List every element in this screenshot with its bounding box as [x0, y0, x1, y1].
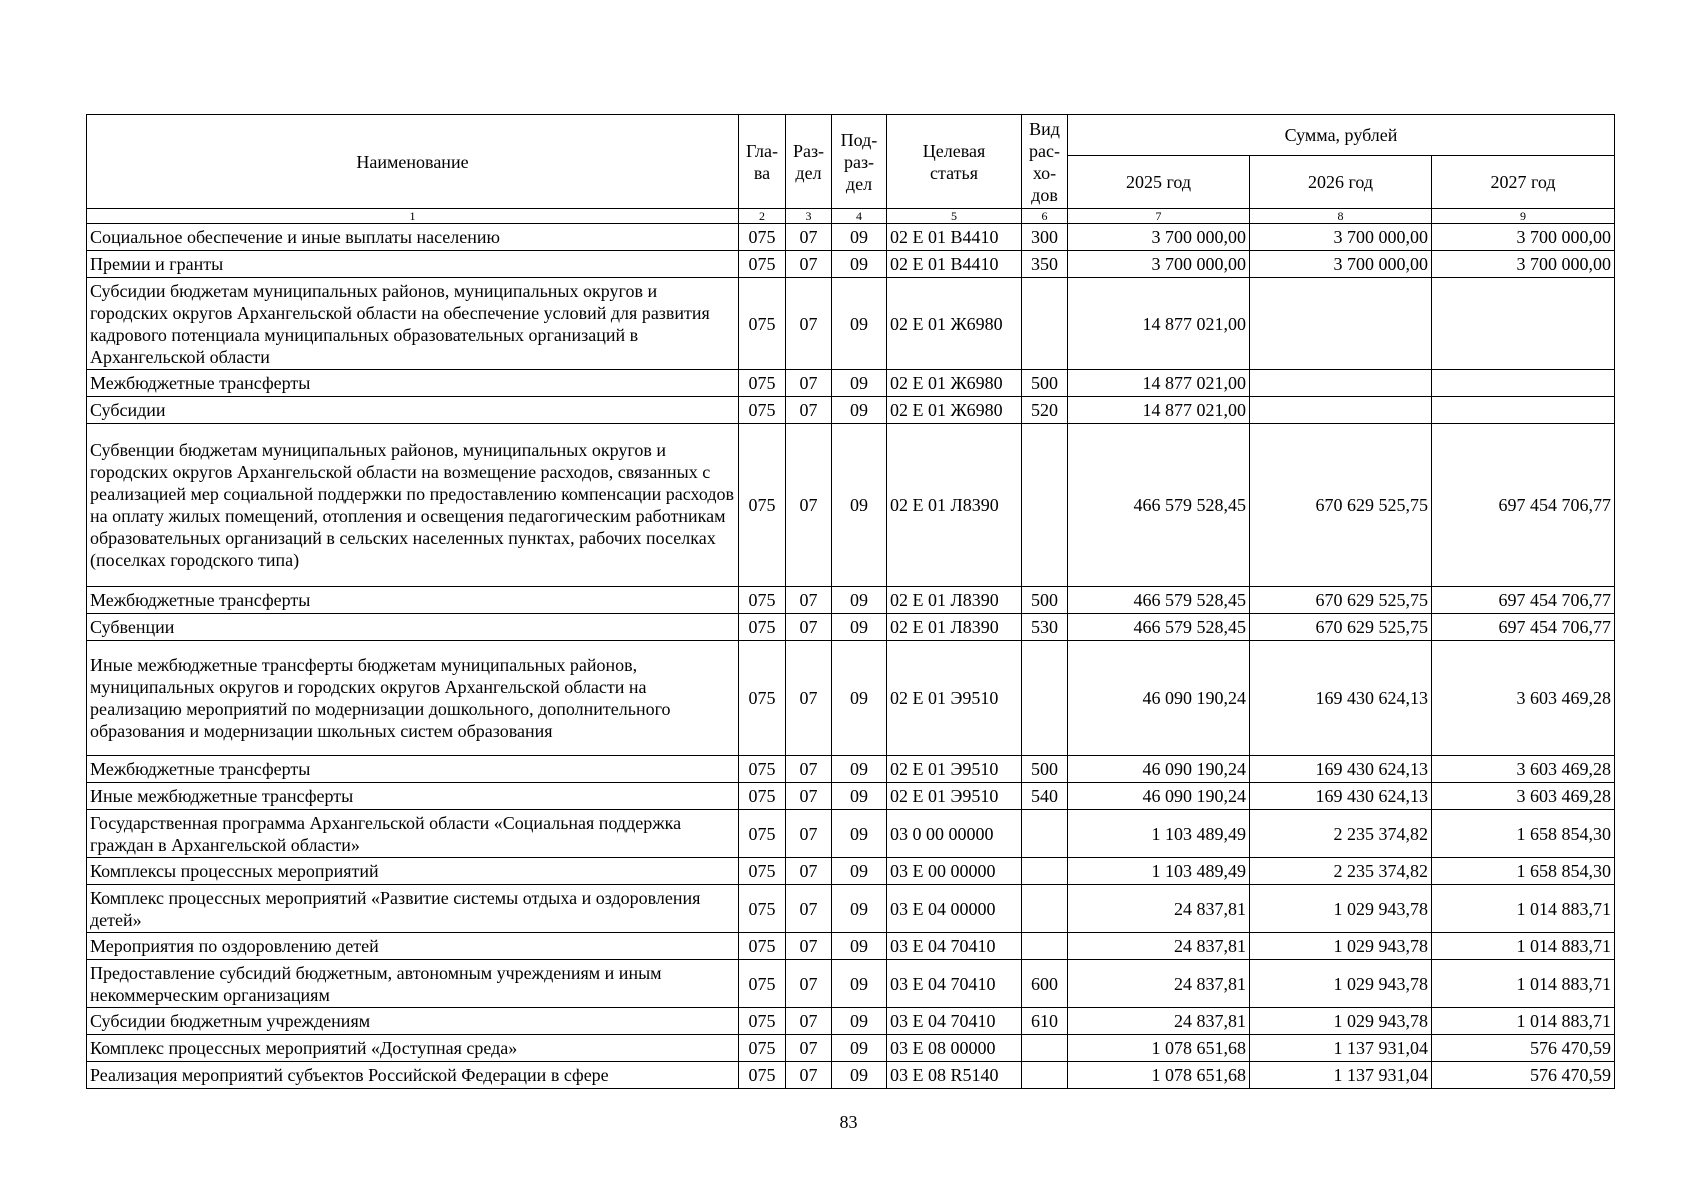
- row-amount-2027: 1 014 883,71: [1432, 960, 1615, 1008]
- table-body: [87, 224, 1615, 1089]
- page-number: 83: [839, 1112, 858, 1132]
- row-podrazdel: 09: [832, 810, 887, 858]
- row-article: 02 Е 01 В4410: [887, 224, 1022, 251]
- row-razdel: 07: [786, 783, 832, 810]
- row-podrazdel: 09: [832, 1035, 887, 1062]
- row-name: Иные межбюджетные трансферты: [87, 783, 739, 810]
- row-razdel: 07: [786, 756, 832, 783]
- row-podrazdel: 09: [832, 224, 887, 251]
- header-name: Наименование: [87, 115, 739, 209]
- row-amount-2026: 3 700 000,00: [1250, 251, 1432, 278]
- header-article: Целевая статья: [887, 115, 1022, 209]
- row-razdel: 07: [786, 641, 832, 756]
- table-row: [87, 397, 1615, 424]
- row-amount-2027: 3 603 469,28: [1432, 783, 1615, 810]
- row-name: Субсидии бюджетам муниципальных районов, муниципальных округов и городских округов Архангельской области на обеспечение условий для развития кадрового потенциала муниципальных образовательных организаций в Архангельской области: [87, 278, 739, 370]
- row-podrazdel: 09: [832, 587, 887, 614]
- row-amount-2025: 1 078 651,68: [1068, 1035, 1250, 1062]
- row-name: Мероприятия по оздоровлению детей: [87, 933, 739, 960]
- row-amount-2026: 670 629 525,75: [1250, 424, 1432, 587]
- row-amount-2025: 24 837,81: [1068, 885, 1250, 933]
- row-glava: 075: [739, 933, 786, 960]
- row-name: Субсидии: [87, 397, 739, 424]
- row-amount-2025: 1 103 489,49: [1068, 810, 1250, 858]
- row-amount-2025: 466 579 528,45: [1068, 614, 1250, 641]
- row-name: Иные межбюджетные трансферты бюджетам муниципальных районов, муниципальных округов и городских округов Архангельской области на реализацию мероприятий по модернизации дошкольного, дополнительного образования и модернизации школьных систем образования: [87, 641, 739, 756]
- row-vid: [1022, 933, 1068, 960]
- row-vid: [1022, 1035, 1068, 1062]
- row-amount-2026: 2 235 374,82: [1250, 858, 1432, 885]
- column-number: 9: [1432, 209, 1615, 224]
- row-razdel: 07: [786, 960, 832, 1008]
- row-name: Субвенции: [87, 614, 739, 641]
- row-podrazdel: 09: [832, 370, 887, 397]
- row-amount-2025: 24 837,81: [1068, 1008, 1250, 1035]
- row-name: Государственная программа Архангельской области «Социальная поддержка граждан в Архангельской области»: [87, 810, 739, 858]
- row-amount-2027: 1 658 854,30: [1432, 858, 1615, 885]
- row-amount-2025: 14 877 021,00: [1068, 278, 1250, 370]
- row-podrazdel: 09: [832, 858, 887, 885]
- row-amount-2027: 697 454 706,77: [1432, 587, 1615, 614]
- row-amount-2025: 46 090 190,24: [1068, 756, 1250, 783]
- budget-table: [86, 114, 1615, 1089]
- table-row: [87, 614, 1615, 641]
- budget-sheet: [86, 114, 1614, 1089]
- row-vid: [1022, 278, 1068, 370]
- row-vid: 610: [1022, 1008, 1068, 1035]
- row-amount-2027: 3 603 469,28: [1432, 756, 1615, 783]
- row-glava: 075: [739, 885, 786, 933]
- table-row: [87, 756, 1615, 783]
- row-glava: 075: [739, 858, 786, 885]
- row-podrazdel: 09: [832, 1062, 887, 1089]
- column-number: 3: [786, 209, 832, 224]
- row-vid: [1022, 424, 1068, 587]
- column-number: 4: [832, 209, 887, 224]
- row-name: Межбюджетные трансферты: [87, 370, 739, 397]
- row-amount-2026: 670 629 525,75: [1250, 587, 1432, 614]
- table-row: [87, 251, 1615, 278]
- row-amount-2026: 169 430 624,13: [1250, 756, 1432, 783]
- row-amount-2025: 466 579 528,45: [1068, 587, 1250, 614]
- row-amount-2025: 24 837,81: [1068, 960, 1250, 1008]
- row-name: Премии и гранты: [87, 251, 739, 278]
- row-article: 03 Е 04 70410: [887, 933, 1022, 960]
- row-razdel: 07: [786, 810, 832, 858]
- table-row: [87, 587, 1615, 614]
- row-article: 03 Е 04 70410: [887, 1008, 1022, 1035]
- header-year-2027: 2027 год: [1432, 156, 1615, 209]
- row-amount-2027: 576 470,59: [1432, 1035, 1615, 1062]
- row-name: Межбюджетные трансферты: [87, 756, 739, 783]
- row-vid: [1022, 641, 1068, 756]
- row-article: 03 Е 08 R5140: [887, 1062, 1022, 1089]
- table-row: [87, 1062, 1615, 1089]
- row-amount-2025: 46 090 190,24: [1068, 641, 1250, 756]
- row-razdel: 07: [786, 587, 832, 614]
- table-row: [87, 960, 1615, 1008]
- table-row: [87, 783, 1615, 810]
- column-number: 1: [87, 209, 739, 224]
- row-podrazdel: 09: [832, 251, 887, 278]
- row-vid: 520: [1022, 397, 1068, 424]
- row-podrazdel: 09: [832, 397, 887, 424]
- row-glava: 075: [739, 370, 786, 397]
- column-number: 5: [887, 209, 1022, 224]
- row-glava: 075: [739, 960, 786, 1008]
- row-amount-2026: [1250, 370, 1432, 397]
- row-article: 03 Е 00 00000: [887, 858, 1022, 885]
- row-vid: 500: [1022, 587, 1068, 614]
- column-number: 7: [1068, 209, 1250, 224]
- row-name: Комплексы процессных мероприятий: [87, 858, 739, 885]
- row-razdel: 07: [786, 1062, 832, 1089]
- row-article: 03 Е 04 00000: [887, 885, 1022, 933]
- table-row: [87, 885, 1615, 933]
- row-amount-2026: 1 029 943,78: [1250, 1008, 1432, 1035]
- row-razdel: 07: [786, 424, 832, 587]
- row-vid: [1022, 810, 1068, 858]
- row-vid: 600: [1022, 960, 1068, 1008]
- row-amount-2026: 1 029 943,78: [1250, 933, 1432, 960]
- row-podrazdel: 09: [832, 1008, 887, 1035]
- row-name: Межбюджетные трансферты: [87, 587, 739, 614]
- row-amount-2025: 466 579 528,45: [1068, 424, 1250, 587]
- row-amount-2026: 3 700 000,00: [1250, 224, 1432, 251]
- row-amount-2026: 169 430 624,13: [1250, 641, 1432, 756]
- row-razdel: 07: [786, 278, 832, 370]
- row-amount-2027: 3 700 000,00: [1432, 251, 1615, 278]
- row-amount-2027: 3 603 469,28: [1432, 641, 1615, 756]
- row-amount-2025: 46 090 190,24: [1068, 783, 1250, 810]
- row-amount-2026: [1250, 397, 1432, 424]
- row-podrazdel: 09: [832, 885, 887, 933]
- table-row: [87, 370, 1615, 397]
- header-glava: Гла- ва: [739, 115, 786, 209]
- row-amount-2026: 1 029 943,78: [1250, 960, 1432, 1008]
- row-podrazdel: 09: [832, 641, 887, 756]
- row-article: 02 Е 01 Ж6980: [887, 370, 1022, 397]
- column-number-row: [87, 209, 1615, 224]
- row-amount-2025: 1 103 489,49: [1068, 858, 1250, 885]
- row-glava: 075: [739, 587, 786, 614]
- row-amount-2025: 3 700 000,00: [1068, 251, 1250, 278]
- row-amount-2027: 1 014 883,71: [1432, 1008, 1615, 1035]
- row-amount-2025: 24 837,81: [1068, 933, 1250, 960]
- table-row: [87, 224, 1615, 251]
- row-amount-2025: 3 700 000,00: [1068, 224, 1250, 251]
- row-article: 02 Е 01 Ж6980: [887, 278, 1022, 370]
- row-podrazdel: 09: [832, 783, 887, 810]
- row-article: 02 Е 01 Э9510: [887, 783, 1022, 810]
- row-amount-2026: 1 137 931,04: [1250, 1062, 1432, 1089]
- row-amount-2026: [1250, 278, 1432, 370]
- row-amount-2027: 1 014 883,71: [1432, 933, 1615, 960]
- row-amount-2026: 1 137 931,04: [1250, 1035, 1432, 1062]
- row-vid: 300: [1022, 224, 1068, 251]
- column-number: 2: [739, 209, 786, 224]
- row-article: 02 Е 01 Э9510: [887, 756, 1022, 783]
- row-razdel: 07: [786, 397, 832, 424]
- row-glava: 075: [739, 397, 786, 424]
- row-name: Предоставление субсидий бюджетным, автономным учреждениям и иным некоммерческим организациям: [87, 960, 739, 1008]
- header-razdel: Раз- дел: [786, 115, 832, 209]
- row-article: 02 Е 01 Ж6980: [887, 397, 1022, 424]
- row-amount-2027: [1432, 370, 1615, 397]
- header-row: [87, 115, 1615, 156]
- row-vid: 530: [1022, 614, 1068, 641]
- row-article: 02 Е 01 Л8390: [887, 614, 1022, 641]
- row-glava: 075: [739, 756, 786, 783]
- row-name: Субвенции бюджетам муниципальных районов, муниципальных округов и городских округов Архангельской области на возмещение расходов, связанных с реализацией мер социальной поддержки по предоставлению компенсации расходов на оплату жилых помещений, отопления и освещения педагогическим работникам образовательных организаций в сельских населенных пунктах, рабочих поселках (поселках городского типа): [87, 424, 739, 587]
- row-amount-2027: 3 700 000,00: [1432, 224, 1615, 251]
- row-name: Комплекс процессных мероприятий «Доступная среда»: [87, 1035, 739, 1062]
- row-podrazdel: 09: [832, 278, 887, 370]
- row-razdel: 07: [786, 933, 832, 960]
- table-row: [87, 641, 1615, 756]
- row-article: 03 Е 08 00000: [887, 1035, 1022, 1062]
- row-glava: 075: [739, 251, 786, 278]
- row-glava: 075: [739, 278, 786, 370]
- row-glava: 075: [739, 1062, 786, 1089]
- row-razdel: 07: [786, 885, 832, 933]
- row-amount-2027: 576 470,59: [1432, 1062, 1615, 1089]
- header-podrazdel: Под- раз- дел: [832, 115, 887, 209]
- row-name: Субсидии бюджетным учреждениям: [87, 1008, 739, 1035]
- row-amount-2025: 1 078 651,68: [1068, 1062, 1250, 1089]
- row-amount-2026: 670 629 525,75: [1250, 614, 1432, 641]
- row-podrazdel: 09: [832, 960, 887, 1008]
- row-amount-2025: 14 877 021,00: [1068, 370, 1250, 397]
- table-row: [87, 933, 1615, 960]
- row-vid: 350: [1022, 251, 1068, 278]
- row-glava: 075: [739, 224, 786, 251]
- row-glava: 075: [739, 783, 786, 810]
- row-article: 02 Е 01 Л8390: [887, 587, 1022, 614]
- row-amount-2027: [1432, 278, 1615, 370]
- row-glava: 075: [739, 1035, 786, 1062]
- row-razdel: 07: [786, 370, 832, 397]
- table-row: [87, 424, 1615, 587]
- header-vid: Вид рас- хо- дов: [1022, 115, 1068, 209]
- table-row: [87, 810, 1615, 858]
- row-glava: 075: [739, 810, 786, 858]
- row-vid: 500: [1022, 370, 1068, 397]
- row-amount-2026: 169 430 624,13: [1250, 783, 1432, 810]
- row-article: 03 Е 04 70410: [887, 960, 1022, 1008]
- table-row: [87, 1035, 1615, 1062]
- row-amount-2025: 14 877 021,00: [1068, 397, 1250, 424]
- row-podrazdel: 09: [832, 424, 887, 587]
- row-article: 02 Е 01 В4410: [887, 251, 1022, 278]
- header-year-2025: 2025 год: [1068, 156, 1250, 209]
- row-vid: [1022, 885, 1068, 933]
- row-amount-2027: 697 454 706,77: [1432, 614, 1615, 641]
- row-name: Комплекс процессных мероприятий «Развитие системы отдыха и оздоровления детей»: [87, 885, 739, 933]
- row-glava: 075: [739, 641, 786, 756]
- column-number: 6: [1022, 209, 1068, 224]
- row-name: Реализация мероприятий субъектов Российской Федерации в сфере: [87, 1062, 739, 1089]
- header-sum: Сумма, рублей: [1068, 115, 1615, 156]
- table-row: [87, 858, 1615, 885]
- column-number: 8: [1250, 209, 1432, 224]
- row-article: 02 Е 01 Л8390: [887, 424, 1022, 587]
- row-amount-2027: 1 658 854,30: [1432, 810, 1615, 858]
- row-vid: [1022, 1062, 1068, 1089]
- row-glava: 075: [739, 424, 786, 587]
- row-article: 03 0 00 00000: [887, 810, 1022, 858]
- row-vid: 500: [1022, 756, 1068, 783]
- row-razdel: 07: [786, 224, 832, 251]
- row-amount-2026: 1 029 943,78: [1250, 885, 1432, 933]
- row-razdel: 07: [786, 858, 832, 885]
- row-amount-2027: [1432, 397, 1615, 424]
- row-amount-2026: 2 235 374,82: [1250, 810, 1432, 858]
- row-podrazdel: 09: [832, 933, 887, 960]
- row-podrazdel: 09: [832, 614, 887, 641]
- row-vid: 540: [1022, 783, 1068, 810]
- row-article: 02 Е 01 Э9510: [887, 641, 1022, 756]
- row-razdel: 07: [786, 1008, 832, 1035]
- table-row: [87, 278, 1615, 370]
- row-razdel: 07: [786, 251, 832, 278]
- row-glava: 075: [739, 1008, 786, 1035]
- row-razdel: 07: [786, 614, 832, 641]
- row-name: Социальное обеспечение и иные выплаты населению: [87, 224, 739, 251]
- table-row: [87, 1008, 1615, 1035]
- row-glava: 075: [739, 614, 786, 641]
- header-year-2026: 2026 год: [1250, 156, 1432, 209]
- row-amount-2027: 697 454 706,77: [1432, 424, 1615, 587]
- row-razdel: 07: [786, 1035, 832, 1062]
- row-amount-2027: 1 014 883,71: [1432, 885, 1615, 933]
- row-vid: [1022, 858, 1068, 885]
- row-podrazdel: 09: [832, 756, 887, 783]
